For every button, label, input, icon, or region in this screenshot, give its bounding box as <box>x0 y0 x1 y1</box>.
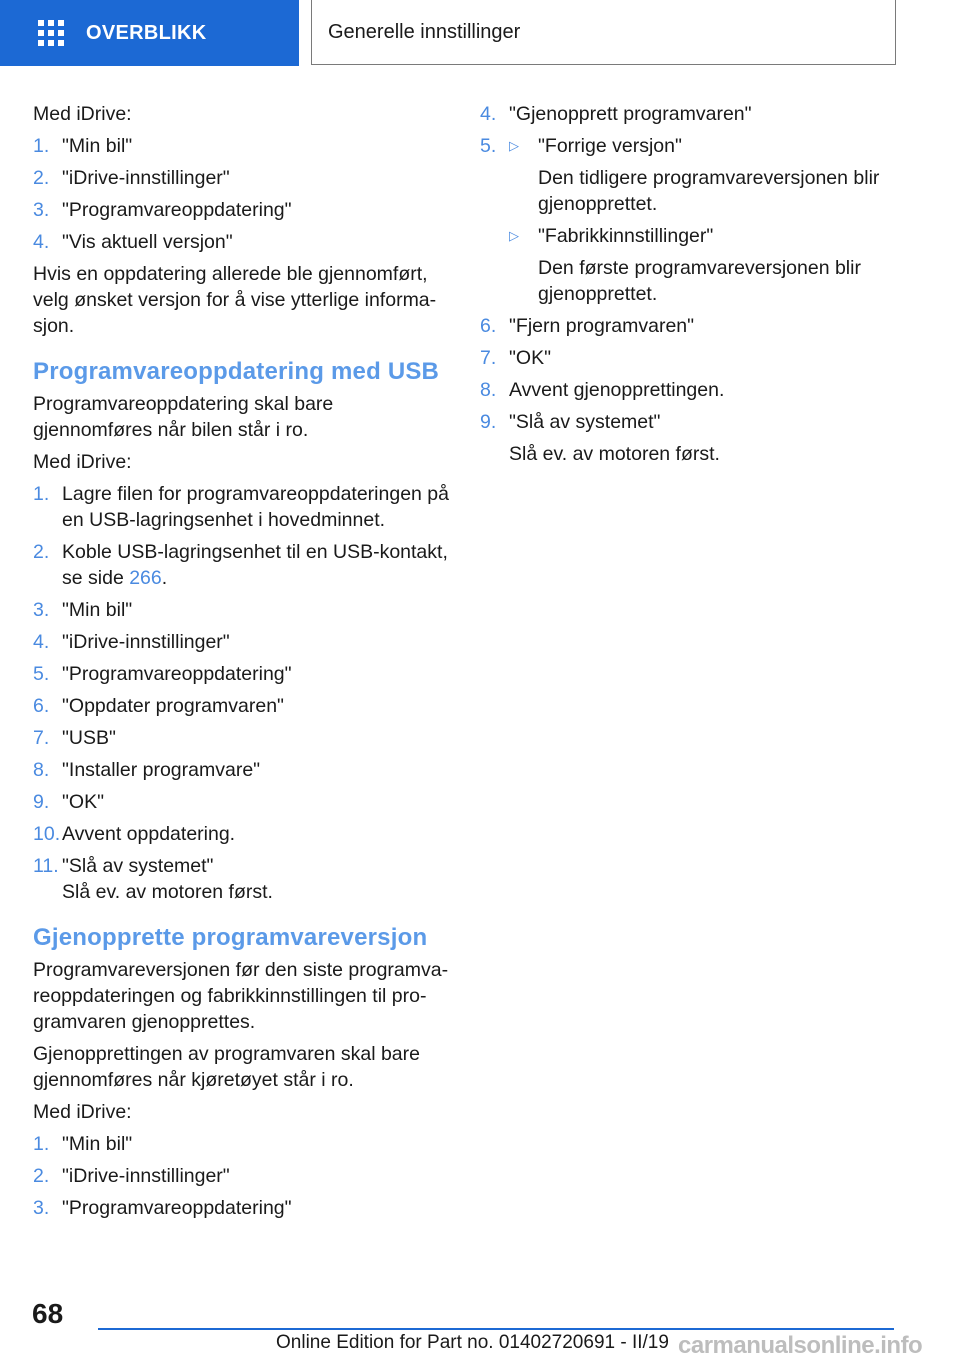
option-description: Den første programvareversjonen blir gjenopprettet. <box>538 257 861 305</box>
list-item <box>33 597 451 623</box>
list-item <box>33 539 451 591</box>
step-number: 2. <box>33 1165 50 1187</box>
list-item <box>33 1131 451 1157</box>
intro-text: Med iDrive: <box>33 451 132 473</box>
step-number: 6. <box>33 695 50 717</box>
step-text: "OK" <box>62 791 105 813</box>
step-number: 8. <box>33 759 50 781</box>
step-number: 7. <box>33 727 50 749</box>
intro-text: Med iDrive: <box>33 1101 132 1123</box>
step-text: . <box>161 567 168 589</box>
steps-list-continued <box>480 101 900 467</box>
list-item <box>33 757 451 783</box>
right-column <box>480 101 900 473</box>
step-text: Lagre filen for programvareoppdateringen på en USB-lagringsenhet i hovedminnet. <box>62 483 450 531</box>
watermark: carmanualsonline.info <box>678 1332 923 1359</box>
list-item <box>33 165 451 191</box>
step-number: 5. <box>480 135 497 157</box>
paragraph: Programvareversjonen før den siste programva-reoppdateringen og fabrikkinnstillingen til pro-gramvaren gjenopprettes. <box>33 959 449 1033</box>
list-item <box>480 101 900 127</box>
list-item <box>33 481 451 533</box>
step-text: "Programvareoppdatering" <box>62 663 292 685</box>
list-item <box>33 197 451 223</box>
step-text: "Gjenopprett programvaren" <box>509 103 752 125</box>
sub-option <box>509 133 900 217</box>
sub-option <box>509 223 900 307</box>
step-text: "Slå av systemet" <box>509 411 661 433</box>
overview-label: OVERBLIKK <box>86 21 207 44</box>
list-item <box>33 229 451 255</box>
step-number: 10. <box>33 823 61 845</box>
triangle-bullet-icon: ▷ <box>509 228 519 243</box>
list-item <box>33 789 451 815</box>
list-item <box>33 661 451 687</box>
list-item <box>480 313 900 339</box>
section-title-tab <box>311 0 896 65</box>
step-text: "Min bil" <box>62 1133 133 1155</box>
step-text: Avvent oppdatering. <box>62 823 236 845</box>
page-number: 68 <box>32 1298 64 1329</box>
step-note: Slå ev. av motoren først. <box>509 443 720 465</box>
page-link[interactable]: 266 <box>129 567 162 589</box>
step-number: 4. <box>480 103 497 125</box>
step-number: 1. <box>33 483 50 505</box>
steps-list-1 <box>33 133 451 255</box>
step-text: "Programvareoppdatering" <box>62 199 292 221</box>
list-item <box>33 1195 451 1221</box>
list-item <box>33 725 451 751</box>
list-item <box>33 1163 451 1189</box>
step-number: 2. <box>33 167 50 189</box>
step-number: 3. <box>33 199 50 221</box>
step-text: Koble USB-lagringsenhet til en USB-kontakt, se side <box>62 541 448 589</box>
step-text: "OK" <box>509 347 552 369</box>
step-text: Avvent gjenopprettingen. <box>509 379 725 401</box>
step-number: 9. <box>480 411 497 433</box>
step-text: "Min bil" <box>62 599 133 621</box>
step-number: 6. <box>480 315 497 337</box>
intro-text: Med iDrive: <box>33 103 132 125</box>
step-number: 11. <box>33 855 59 877</box>
section-title: Generelle innstillinger <box>328 20 521 43</box>
step-number: 7. <box>480 347 497 369</box>
step-text: "iDrive-innstillinger" <box>62 1165 230 1187</box>
step-number: 2. <box>33 541 50 563</box>
step-text: "USB" <box>62 727 116 749</box>
paragraph: Hvis en oppdatering allerede ble gjennomført, velg ønsket versjon for å vise ytterlige informa-sjon. <box>33 263 437 337</box>
paragraph: Gjenopprettingen av programvaren skal bare gjennomføres når kjøretøyet står i ro. <box>33 1043 420 1091</box>
step-number: 4. <box>33 631 50 653</box>
footer-divider <box>98 1328 894 1330</box>
list-item <box>33 821 451 847</box>
triangle-bullet-icon: ▷ <box>509 138 519 153</box>
section-heading-usb: Programvareoppdatering med USB <box>33 358 440 385</box>
list-item <box>33 693 451 719</box>
step-text: "Programvareoppdatering" <box>62 1197 292 1219</box>
step-text: "Min bil" <box>62 135 133 157</box>
step-text: "Oppdater programvaren" <box>62 695 284 717</box>
step-text: "Vis aktuell versjon" <box>62 231 233 253</box>
step-number: 8. <box>480 379 497 401</box>
step-number: 1. <box>33 135 50 157</box>
left-column <box>33 101 451 1227</box>
list-item <box>480 377 900 403</box>
list-item <box>33 629 451 655</box>
step-number: 4. <box>33 231 50 253</box>
step-number: 9. <box>33 791 50 813</box>
steps-list-2 <box>33 481 451 905</box>
edition-info: Online Edition for Part no. 01402720691 - II/19 <box>276 1332 669 1353</box>
section-heading-restore: Gjenopprette programvareversjon <box>33 924 428 951</box>
list-item <box>480 133 900 307</box>
option-text: "Fabrikkinnstillinger" <box>538 225 714 247</box>
option-description: Den tidligere programvareversjonen blir gjenopprettet. <box>538 167 880 215</box>
list-item <box>480 409 900 467</box>
step-text: "Fjern programvaren" <box>509 315 695 337</box>
list-item <box>480 345 900 371</box>
list-item <box>33 853 451 905</box>
step-number: 5. <box>33 663 50 685</box>
steps-list-3 <box>33 1131 451 1221</box>
step-note: Slå ev. av motoren først. <box>62 881 273 903</box>
step-number: 1. <box>33 1133 50 1155</box>
overview-button[interactable] <box>0 0 299 66</box>
paragraph: Programvareoppdatering skal bare gjennomføres når bilen står i ro. <box>33 393 334 441</box>
step-number: 3. <box>33 1197 50 1219</box>
grid-menu-icon <box>38 20 64 46</box>
step-text: "iDrive-innstillinger" <box>62 167 230 189</box>
page-header <box>0 0 960 66</box>
option-text: "Forrige versjon" <box>538 135 682 157</box>
step-text: "Installer programvare" <box>62 759 261 781</box>
step-text: "iDrive-innstillinger" <box>62 631 230 653</box>
step-text: "Slå av systemet" <box>62 855 214 877</box>
step-number: 3. <box>33 599 50 621</box>
list-item <box>33 133 451 159</box>
